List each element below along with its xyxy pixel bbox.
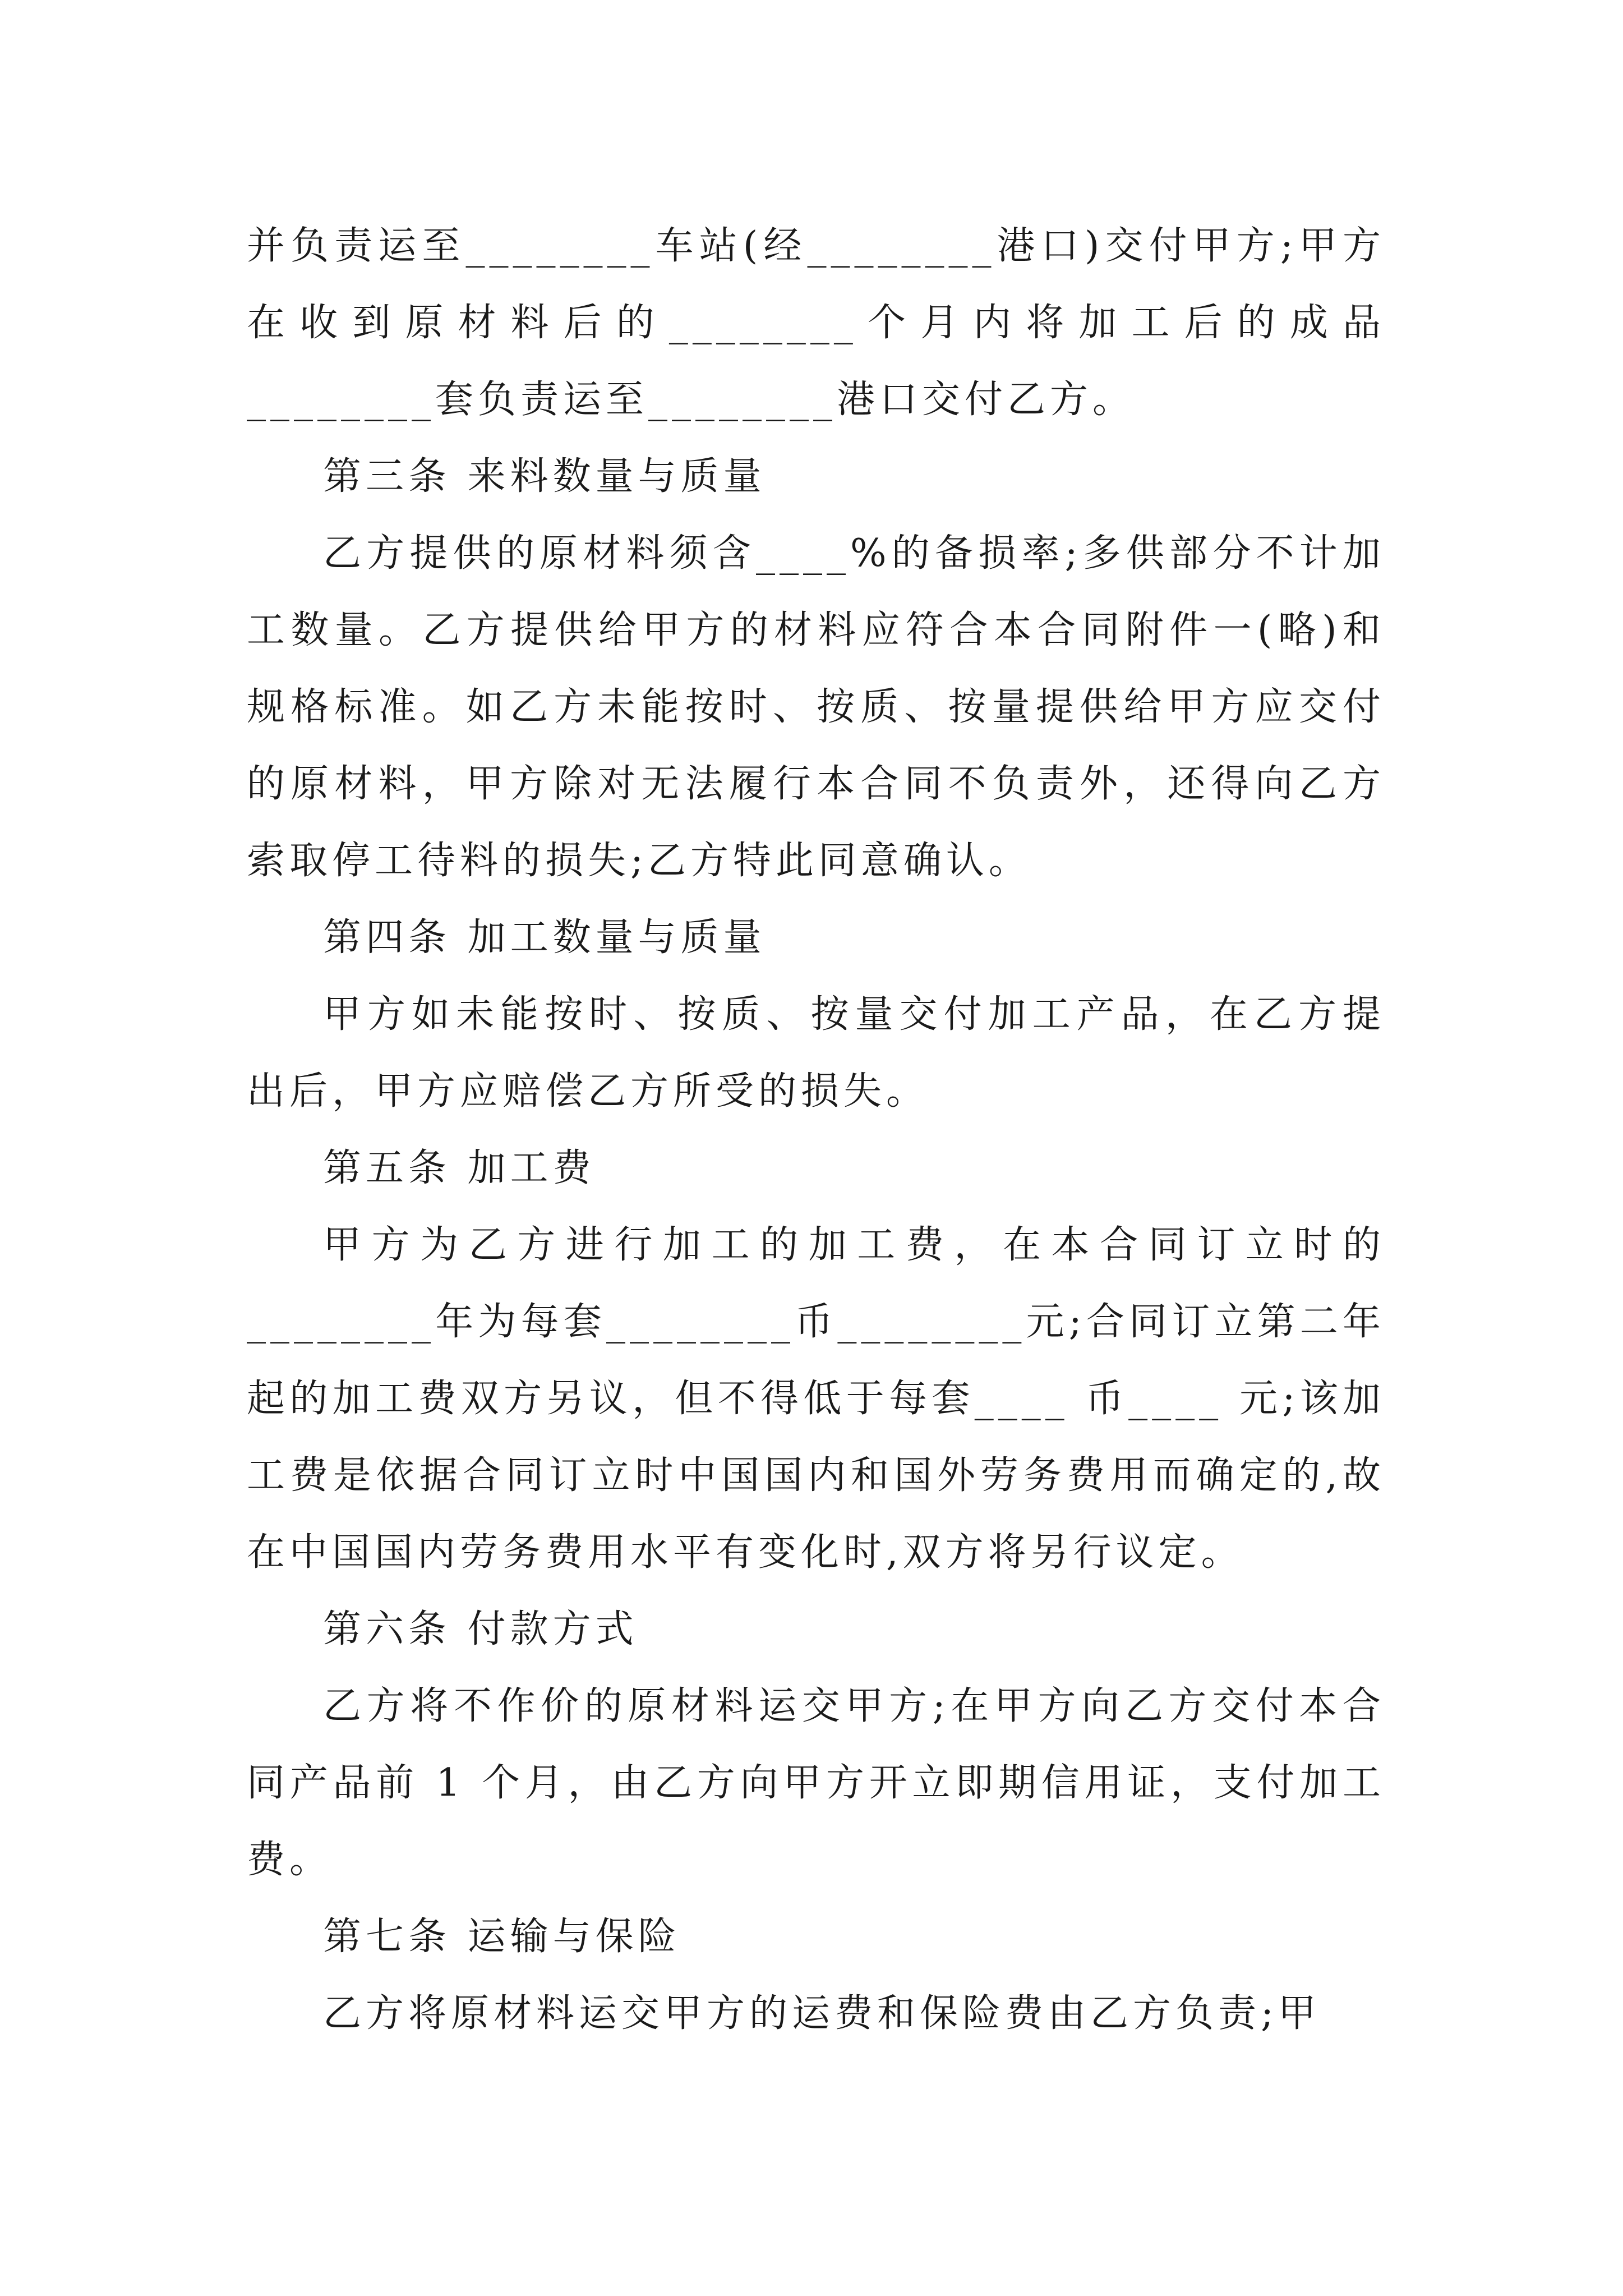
- paragraph-text: 甲方为乙方进行加工的加工费，在本合同订立时的________年为每套________币________元;合同订立第二年起的加工费双方另议，但不得低于每套____ 币____ 元;该加工费是依据合同订立时中国国内和国外劳务费用而确定的,故在中国国内劳务费用水平有变化时,双方将另行议定。: [247, 1223, 1385, 1575]
- heading-text: 第六条 付款方式: [323, 1607, 638, 1651]
- paragraph-delivery: [247, 208, 1385, 438]
- paragraph-text: 甲方如未能按时、按质、按量交付加工产品，在乙方提出后，甲方应赔偿乙方所受的损失。: [247, 992, 1385, 1114]
- heading-text: 第七条 运输与保险: [323, 1915, 681, 1959]
- paragraph-article-6: [247, 1668, 1385, 1898]
- paragraph-article-7: [247, 1975, 1385, 2052]
- article-4-heading: [247, 899, 1385, 976]
- paragraph-article-4: [247, 976, 1385, 1130]
- paragraph-article-5: [247, 1207, 1385, 1591]
- paragraph-text: 乙方提供的原材料须含____%的备损率;多供部分不计加工数量。乙方提供给甲方的材料应符合本合同附件一(略)和规格标准。如乙方未能按时、按质、按量提供给甲方应交付的原材料，甲方除对无法履行本合同不负责外，还得向乙方索取停工待料的损失;乙方特此同意确认。: [247, 531, 1385, 883]
- article-6-heading: [247, 1591, 1385, 1668]
- heading-text: 第三条 来料数量与质量: [323, 454, 766, 499]
- article-7-heading: [247, 1898, 1385, 1975]
- heading-text: 第四条 加工数量与质量: [323, 915, 766, 960]
- paragraph-text: 乙方将不作价的原材料运交甲方;在甲方向乙方交付本合同产品前 1 个月，由乙方向甲方开立即期信用证，支付加工费。: [247, 1684, 1385, 1882]
- document-body: [247, 208, 1385, 2052]
- paragraph-text: 并负责运至________车站(经________港口)交付甲方;甲方在收到原材料后的________个月内将加工后的成品________套负责运至________港口交付乙方。: [247, 224, 1385, 422]
- paragraph-text: 乙方将原材料运交甲方的运费和保险费由乙方负责;甲: [323, 1991, 1321, 2036]
- article-3-heading: [247, 438, 1385, 515]
- paragraph-article-3: [247, 515, 1385, 899]
- heading-text: 第五条 加工费: [323, 1146, 596, 1190]
- article-5-heading: [247, 1130, 1385, 1207]
